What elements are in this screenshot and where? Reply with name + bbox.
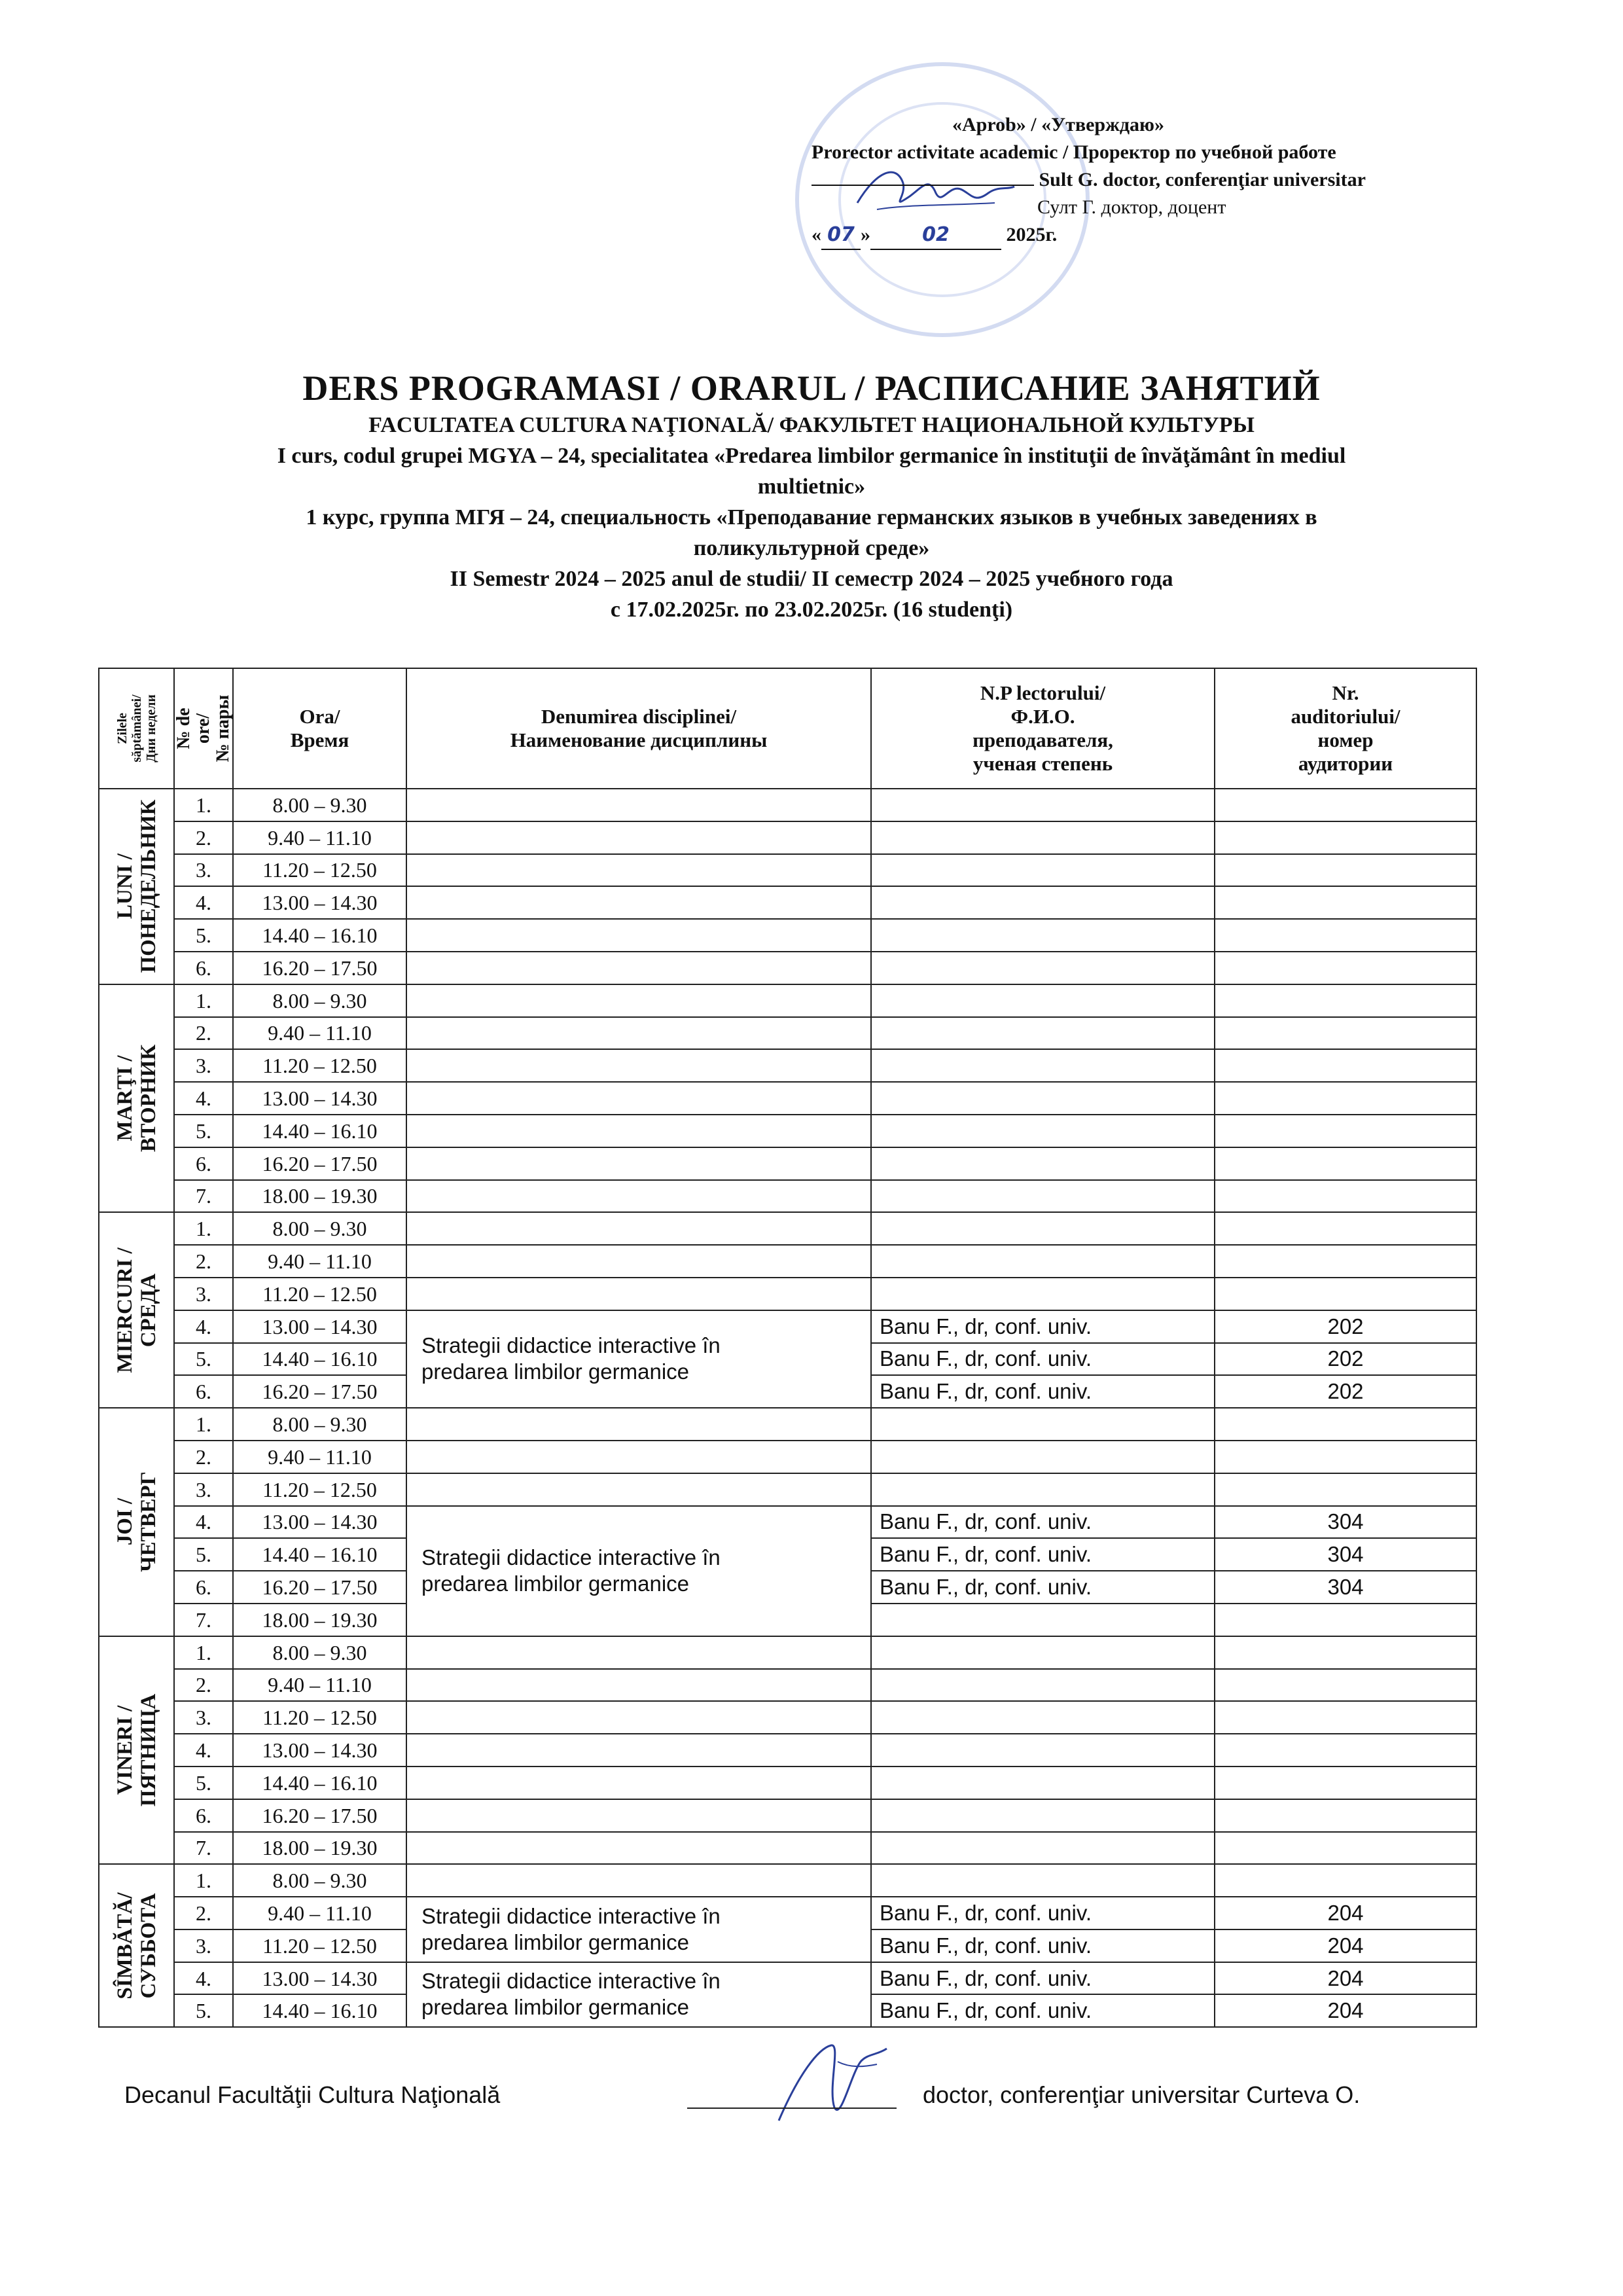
- room-cell: 202: [1215, 1375, 1476, 1408]
- table-row: [99, 1506, 1476, 1539]
- table-row: [99, 1180, 1476, 1213]
- empty-cell: [1215, 789, 1476, 821]
- lecturer-cell: Banu F., dr, conf. univ.: [871, 1571, 1215, 1604]
- empty-cell: [406, 854, 871, 887]
- pair-number: 2.: [174, 821, 233, 854]
- table-row: [99, 1734, 1476, 1767]
- pair-number: 6.: [174, 1375, 233, 1408]
- pair-number: 2.: [174, 1245, 233, 1278]
- table-row: [99, 1278, 1476, 1310]
- pair-number: 7.: [174, 1832, 233, 1865]
- dean-signature: [766, 2036, 897, 2134]
- group-ro-line2: multietnic»: [757, 475, 866, 499]
- pair-time: 8.00 – 9.30: [233, 1408, 406, 1441]
- empty-cell: [871, 821, 1215, 854]
- table-row: [99, 789, 1476, 821]
- pair-number: 4.: [174, 1310, 233, 1343]
- table-row: [99, 1115, 1476, 1147]
- day-tuesday: MARŢI / ВТОРНИК: [99, 984, 174, 1213]
- empty-cell: [1215, 1212, 1476, 1245]
- approval-date-day: 07: [821, 221, 861, 250]
- day-thursday: JOI / ЧЕТВЕРГ: [99, 1408, 174, 1636]
- pair-number: 1.: [174, 1636, 233, 1669]
- empty-cell: [1215, 1180, 1476, 1213]
- approval-name-ro: Sult G. doctor, conferenţiar universitar: [1039, 169, 1366, 190]
- pair-time: 13.00 – 14.30: [233, 1506, 406, 1539]
- pair-time: 18.00 – 19.30: [233, 1832, 406, 1865]
- pair-time: 11.20 – 12.50: [233, 1929, 406, 1962]
- room-cell: 204: [1215, 1962, 1476, 1995]
- empty-cell: [406, 1147, 871, 1180]
- pair-number: 4.: [174, 1734, 233, 1767]
- empty-cell: [1215, 1734, 1476, 1767]
- discipline-cell: Strategii didactice interactive în predarea limbilor germanice: [406, 1897, 871, 1962]
- empty-cell: [871, 984, 1215, 1017]
- empty-cell: [406, 1180, 871, 1213]
- pair-time: 14.40 – 16.10: [233, 1767, 406, 1799]
- empty-cell: [406, 1799, 871, 1832]
- period-line: с 17.02.2025г. по 23.02.2025г. (16 studenţi): [610, 598, 1013, 622]
- pair-time: 14.40 – 16.10: [233, 1994, 406, 2027]
- pair-number: 1.: [174, 789, 233, 821]
- empty-cell: [406, 1669, 871, 1702]
- lecturer-cell: Banu F., dr, conf. univ.: [871, 1897, 1215, 1929]
- pair-number: 6.: [174, 1799, 233, 1832]
- group-ru-line2: поликультурной среде»: [693, 536, 930, 560]
- empty-cell: [871, 1701, 1215, 1734]
- empty-cell: [1215, 1245, 1476, 1278]
- empty-cell: [406, 984, 871, 1017]
- lecturer-cell: Banu F., dr, conf. univ.: [871, 1343, 1215, 1376]
- pair-number: 7.: [174, 1180, 233, 1213]
- header-time: Ora/ Время: [233, 668, 406, 789]
- empty-cell: [406, 1636, 871, 1669]
- table-row: [99, 984, 1476, 1017]
- pair-number: 2.: [174, 1897, 233, 1929]
- table-row: [99, 1799, 1476, 1832]
- pair-number: 2.: [174, 1017, 233, 1050]
- table-row: [99, 1441, 1476, 1473]
- pair-number: 4.: [174, 1506, 233, 1539]
- approval-signature-line: [812, 166, 1034, 186]
- lecturer-cell: Banu F., dr, conf. univ.: [871, 1962, 1215, 1995]
- pair-number: 5.: [174, 1538, 233, 1571]
- pair-time: 16.20 – 17.50: [233, 952, 406, 984]
- pair-time: 16.20 – 17.50: [233, 1799, 406, 1832]
- approval-name-ru: Султ Г. доктор, доцент: [1037, 196, 1226, 218]
- pair-number: 5.: [174, 1115, 233, 1147]
- lecturer-cell: Banu F., dr, conf. univ.: [871, 1994, 1215, 2027]
- empty-cell: [1215, 919, 1476, 952]
- pair-number: 3.: [174, 854, 233, 887]
- empty-cell: [871, 886, 1215, 919]
- pair-time: 14.40 – 16.10: [233, 1343, 406, 1376]
- pair-number: 4.: [174, 886, 233, 919]
- pair-number: 6.: [174, 1571, 233, 1604]
- empty-cell: [1215, 1115, 1476, 1147]
- empty-cell: [406, 1408, 871, 1441]
- pair-time: 9.40 – 11.10: [233, 821, 406, 854]
- empty-cell: [406, 1473, 871, 1506]
- empty-cell: [1215, 984, 1476, 1017]
- empty-cell: [871, 1441, 1215, 1473]
- table-row: [99, 952, 1476, 984]
- empty-cell: [1215, 1278, 1476, 1310]
- empty-cell: [1215, 854, 1476, 887]
- header-room: Nr. auditoriului/ номер аудитории: [1215, 668, 1476, 789]
- lecturer-cell: Banu F., dr, conf. univ.: [871, 1929, 1215, 1962]
- approval-date-month: 02: [870, 221, 1001, 250]
- header-number: № de ore/ № пары: [174, 668, 233, 789]
- pair-time: 16.20 – 17.50: [233, 1375, 406, 1408]
- empty-cell: [871, 1082, 1215, 1115]
- table-row: [99, 1897, 1476, 1929]
- empty-cell: [406, 952, 871, 984]
- header-day: Zilele săptămânei/ Дни недели: [99, 668, 174, 789]
- day-wednesday: MIERCURI / СРЕДА: [99, 1212, 174, 1408]
- pair-number: 7.: [174, 1604, 233, 1636]
- empty-cell: [1215, 1832, 1476, 1865]
- empty-cell: [871, 1115, 1215, 1147]
- pair-number: 3.: [174, 1278, 233, 1310]
- empty-cell: [871, 1636, 1215, 1669]
- room-cell: 204: [1215, 1897, 1476, 1929]
- empty-cell: [1215, 1767, 1476, 1799]
- table-row: [99, 1049, 1476, 1082]
- day-saturday: SÎMBĂTĂ/ СУББОТА: [99, 1864, 174, 2027]
- empty-cell: [1215, 1604, 1476, 1636]
- empty-cell: [406, 919, 871, 952]
- room-cell: 304: [1215, 1538, 1476, 1571]
- pair-number: 3.: [174, 1929, 233, 1962]
- pair-number: 5.: [174, 1343, 233, 1376]
- lecturer-cell: Banu F., dr, conf. univ.: [871, 1375, 1215, 1408]
- empty-cell: [406, 1212, 871, 1245]
- empty-cell: [1215, 1441, 1476, 1473]
- empty-cell: [1215, 1082, 1476, 1115]
- pair-time: 9.40 – 11.10: [233, 1245, 406, 1278]
- empty-cell: [871, 1245, 1215, 1278]
- pair-time: 14.40 – 16.10: [233, 1115, 406, 1147]
- pair-time: 16.20 – 17.50: [233, 1147, 406, 1180]
- empty-cell: [871, 1734, 1215, 1767]
- empty-cell: [406, 1864, 871, 1897]
- pair-time: 8.00 – 9.30: [233, 1212, 406, 1245]
- table-row: [99, 1310, 1476, 1343]
- empty-cell: [1215, 1017, 1476, 1050]
- table-header-row: [99, 668, 1476, 789]
- empty-cell: [871, 789, 1215, 821]
- table-row: [99, 1408, 1476, 1441]
- empty-cell: [406, 1278, 871, 1310]
- lecturer-cell: Banu F., dr, conf. univ.: [871, 1506, 1215, 1539]
- dean-signature-line: [687, 2108, 897, 2109]
- approval-title: «Aprob» / «Утверждаю»: [952, 114, 1164, 135]
- empty-cell: [871, 1049, 1215, 1082]
- semester-line: II Semestr 2024 – 2025 anul de studii/ II семестр 2024 – 2025 учебного года: [450, 567, 1173, 591]
- pair-number: 3.: [174, 1473, 233, 1506]
- dean-name: doctor, conferenţiar universitar Curteva O.: [923, 2081, 1361, 2108]
- empty-cell: [406, 821, 871, 854]
- empty-cell: [1215, 886, 1476, 919]
- pair-time: 8.00 – 9.30: [233, 984, 406, 1017]
- lecturer-cell: Banu F., dr, conf. univ.: [871, 1310, 1215, 1343]
- pair-time: 8.00 – 9.30: [233, 789, 406, 821]
- pair-time: 18.00 – 19.30: [233, 1604, 406, 1636]
- header-discipline: Denumirea disciplinei/ Наименование дисциплины: [406, 668, 871, 789]
- empty-cell: [871, 1408, 1215, 1441]
- pair-time: 11.20 – 12.50: [233, 1701, 406, 1734]
- pair-time: 11.20 – 12.50: [233, 1278, 406, 1310]
- empty-cell: [871, 854, 1215, 887]
- empty-cell: [406, 1441, 871, 1473]
- table-row: [99, 919, 1476, 952]
- pair-number: 4.: [174, 1962, 233, 1995]
- empty-cell: [406, 1701, 871, 1734]
- room-cell: 304: [1215, 1506, 1476, 1539]
- pair-number: 6.: [174, 952, 233, 984]
- empty-cell: [406, 1832, 871, 1865]
- table-row: [99, 1147, 1476, 1180]
- room-cell: 202: [1215, 1310, 1476, 1343]
- pair-time: 14.40 – 16.10: [233, 1538, 406, 1571]
- group-ro-line1: I curs, codul grupei MGYA – 24, specialitatea «Predarea limbilor germanice în instituţii de învăţământ în mediul: [277, 444, 1346, 468]
- empty-cell: [871, 1832, 1215, 1865]
- table-row: [99, 1245, 1476, 1278]
- empty-cell: [1215, 1473, 1476, 1506]
- empty-cell: [871, 1212, 1215, 1245]
- empty-cell: [1215, 1864, 1476, 1897]
- document-title: DERS PROGRAMASI / ORARUL / РАСПИСАНИЕ ЗАНЯТИЙ: [302, 368, 1321, 408]
- pair-time: 18.00 – 19.30: [233, 1180, 406, 1213]
- empty-cell: [871, 1864, 1215, 1897]
- empty-cell: [871, 1147, 1215, 1180]
- pair-number: 5.: [174, 919, 233, 952]
- pair-time: 13.00 – 14.30: [233, 1082, 406, 1115]
- empty-cell: [871, 1180, 1215, 1213]
- pair-number: 5.: [174, 1994, 233, 2027]
- approval-position: Prorector activitate academic / Проректор по учебной работе: [812, 141, 1336, 163]
- empty-cell: [406, 789, 871, 821]
- empty-cell: [871, 1604, 1215, 1636]
- empty-cell: [871, 1017, 1215, 1050]
- pair-time: 13.00 – 14.30: [233, 1962, 406, 1995]
- empty-cell: [1215, 1049, 1476, 1082]
- empty-cell: [871, 1767, 1215, 1799]
- empty-cell: [871, 1473, 1215, 1506]
- empty-cell: [871, 952, 1215, 984]
- empty-cell: [406, 1049, 871, 1082]
- pair-number: 1.: [174, 984, 233, 1017]
- pair-time: 13.00 – 14.30: [233, 886, 406, 919]
- approval-date: « 07 » 02 2025г.: [812, 221, 1531, 250]
- approval-date-year: 2025г.: [1006, 224, 1058, 245]
- table-row: [99, 1212, 1476, 1245]
- table-row: [99, 1767, 1476, 1799]
- table-row: [99, 1962, 1476, 1995]
- pair-time: 8.00 – 9.30: [233, 1636, 406, 1669]
- table-row: [99, 886, 1476, 919]
- pair-time: 11.20 – 12.50: [233, 1473, 406, 1506]
- room-cell: 202: [1215, 1343, 1476, 1376]
- empty-cell: [871, 919, 1215, 952]
- room-cell: 204: [1215, 1929, 1476, 1962]
- pair-number: 1.: [174, 1212, 233, 1245]
- pair-time: 11.20 – 12.50: [233, 1049, 406, 1082]
- pair-time: 9.40 – 11.10: [233, 1017, 406, 1050]
- empty-cell: [406, 1767, 871, 1799]
- pair-number: 6.: [174, 1147, 233, 1180]
- empty-cell: [1215, 1701, 1476, 1734]
- table-row: [99, 1864, 1476, 1897]
- empty-cell: [406, 1082, 871, 1115]
- empty-cell: [1215, 821, 1476, 854]
- empty-cell: [406, 1734, 871, 1767]
- empty-cell: [871, 1278, 1215, 1310]
- empty-cell: [406, 1017, 871, 1050]
- pair-number: 3.: [174, 1049, 233, 1082]
- pair-number: 3.: [174, 1701, 233, 1734]
- table-row: [99, 1017, 1476, 1050]
- table-row: [99, 854, 1476, 887]
- empty-cell: [871, 1799, 1215, 1832]
- table-row: [99, 821, 1476, 854]
- faculty-name: FACULTATEA CULTURA NAŢIONALĂ/ ФАКУЛЬТЕТ НАЦИОНАЛЬНОЙ КУЛЬТУРЫ: [368, 413, 1255, 437]
- day-monday: LUNI / ПОНЕДЕЛЬНИК: [99, 789, 174, 984]
- pair-number: 1.: [174, 1864, 233, 1897]
- pair-number: 4.: [174, 1082, 233, 1115]
- room-cell: 304: [1215, 1571, 1476, 1604]
- pair-time: 9.40 – 11.10: [233, 1669, 406, 1702]
- pair-number: 2.: [174, 1441, 233, 1473]
- lecturer-cell: Banu F., dr, conf. univ.: [871, 1538, 1215, 1571]
- pair-time: 14.40 – 16.10: [233, 919, 406, 952]
- day-friday: VINERI / ПЯТНИЦА: [99, 1636, 174, 1865]
- table-row: [99, 1701, 1476, 1734]
- table-row: [99, 1082, 1476, 1115]
- empty-cell: [1215, 1147, 1476, 1180]
- empty-cell: [406, 1245, 871, 1278]
- empty-cell: [406, 886, 871, 919]
- empty-cell: [1215, 1669, 1476, 1702]
- discipline-cell: Strategii didactice interactive în predarea limbilor germanice: [406, 1310, 871, 1408]
- table-row: [99, 1832, 1476, 1865]
- empty-cell: [1215, 952, 1476, 984]
- table-row: [99, 1636, 1476, 1669]
- pair-number: 2.: [174, 1669, 233, 1702]
- pair-time: 11.20 – 12.50: [233, 854, 406, 887]
- discipline-cell: Strategii didactice interactive în predarea limbilor germanice: [406, 1506, 871, 1636]
- pair-time: 13.00 – 14.30: [233, 1310, 406, 1343]
- schedule-table: [98, 668, 1477, 2028]
- dean-label: Decanul Facultăţii Cultura Naţională: [124, 2081, 501, 2108]
- pair-time: 9.40 – 11.10: [233, 1441, 406, 1473]
- group-ru-line1: 1 курс, группа МГЯ – 24, специальность «Преподавание германских языков в учебных заведениях в: [306, 505, 1317, 529]
- pair-time: 13.00 – 14.30: [233, 1734, 406, 1767]
- table-row: [99, 1669, 1476, 1702]
- pair-time: 9.40 – 11.10: [233, 1897, 406, 1929]
- pair-time: 16.20 – 17.50: [233, 1571, 406, 1604]
- empty-cell: [871, 1669, 1215, 1702]
- document-header: [111, 367, 1512, 625]
- approval-block: [812, 111, 1531, 250]
- discipline-cell: Strategii didactice interactive în predarea limbilor germanice: [406, 1962, 871, 2028]
- pair-number: 5.: [174, 1767, 233, 1799]
- header-lecturer: N.P lectorului/ Ф.И.О. преподавателя, ученая степень: [871, 668, 1215, 789]
- table-row: [99, 1473, 1476, 1506]
- pair-time: 8.00 – 9.30: [233, 1864, 406, 1897]
- empty-cell: [1215, 1408, 1476, 1441]
- pair-number: 1.: [174, 1408, 233, 1441]
- room-cell: 204: [1215, 1994, 1476, 2027]
- empty-cell: [1215, 1636, 1476, 1669]
- empty-cell: [1215, 1799, 1476, 1832]
- empty-cell: [406, 1115, 871, 1147]
